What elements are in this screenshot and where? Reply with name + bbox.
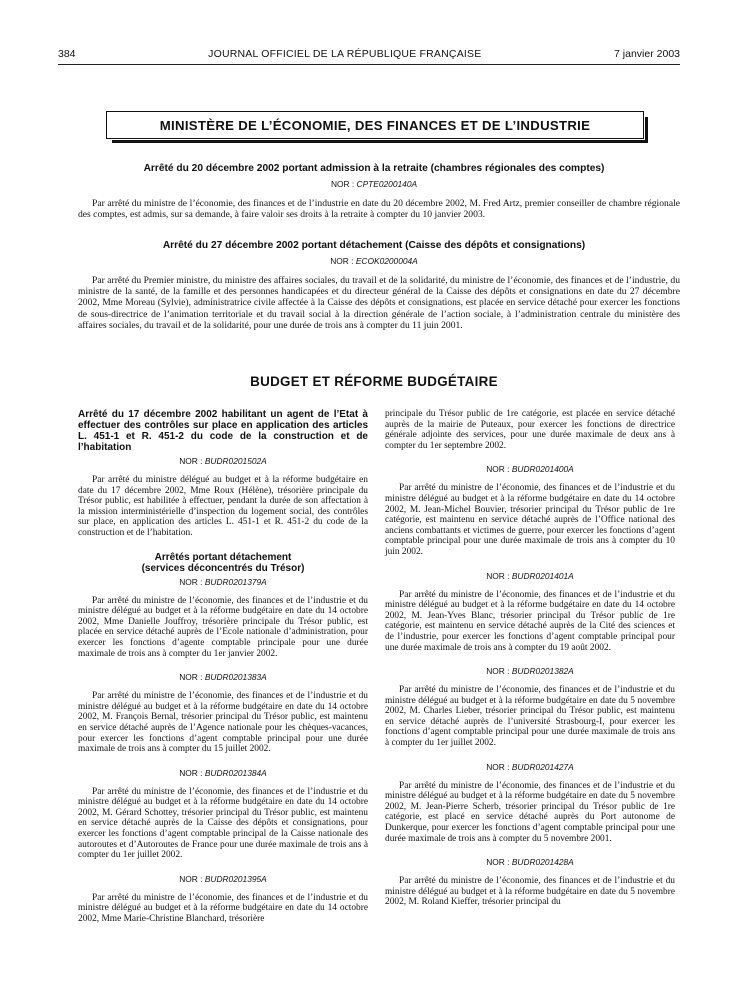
nor-code: BUDR0201502A	[204, 456, 267, 466]
publication-date: 7 janvier 2003	[614, 48, 680, 60]
right-nor-5	[385, 857, 675, 867]
detachement-nor-2	[78, 672, 368, 682]
journal-title: JOURNAL OFFICIEL DE LA RÉPUBLIQUE FRANÇAISE	[208, 48, 482, 60]
detachement-text-4: Par arrêté du ministre de l’économie, des finances et de l’industrie et du ministre délégué au budget et à la réforme budgétaire en date du 14 octobre 2002, Mme Marie-Christine Blanchard, trésorière	[78, 892, 368, 925]
nor-label: NOR :	[179, 767, 205, 778]
arrete-detachement-cdc-nor	[60, 256, 688, 266]
section-title-budget: BUDGET ET RÉFORME BUDGÉTAIRE	[250, 374, 498, 389]
arrete-detachement-cdc-text: Par arrêté du Premier ministre, du ministre des affaires sociales, du travail et de la solidarité, du ministre de l’économie, des finances et de l’industrie, du ministre de la santé, de la famille et des personnes handicapées et du directeur général de la Caisse des dépôts et consignations en date du 27 décembre 2002, Mme Moreau (Sylvie), administratrice civile affectée à la Caisse des dépôts et consignations, est placée en service détaché pour exercer les fonctions de sous-directrice de l’animation territoriale et du travail social à la direction générale de l’action sociale, à l’administration centrale du ministère des affaires sociales, du travail et de la solidarité, pour une durée de trois ans à compter du 11 juin 2001.	[78, 275, 680, 331]
detachement-heading	[78, 552, 368, 574]
nor-code: BUDR0201383A	[204, 672, 267, 683]
nor-label: NOR :	[486, 666, 512, 677]
right-text-3: Par arrêté du ministre de l’économie, des finances et de l’industrie et du ministre délégué au budget et à la réforme budgétaire en date du 5 novembre 2002, M. Charles Lieber, trésorier principal du Trésor public, est maintenu en service détaché auprès de l’université Strasbourg-I, pour exercer les fonctions d’agent comptable principal pour une durée maximale de trois ans à compter du 1er juillet 2002.	[385, 685, 675, 749]
nor-label: NOR :	[179, 576, 205, 587]
arrete-retraite-nor	[60, 179, 688, 189]
nor-code: BUDR0201401A	[511, 570, 574, 581]
nor-label: NOR :	[179, 873, 205, 884]
nor-label: NOR :	[330, 256, 356, 266]
ministry-heading-text: MINISTÈRE DE L’ÉCONOMIE, DES FINANCES ET DE L’INDUSTRIE	[159, 117, 591, 133]
arrete-retraite-title: Arrêté du 20 décembre 2002 portant admission à la retraite (chambres régionales des comptes)	[143, 163, 605, 174]
arrete-detachement-cdc-title: Arrêté du 27 décembre 2002 portant détachement (Caisse des dépôts et consignations)	[162, 240, 586, 251]
detachement-nor-1	[78, 577, 368, 587]
detachement-text-1: Par arrêté du ministre de l’économie, des finances et de l’industrie et du ministre délégué au budget et à la réforme budgétaire en date du 14 octobre 2002, Mme Danielle Jouffroy, trésorière principale du Trésor public, est placée en service détaché auprès de l’Ecole nationale d’administration, pour exercer les fonctions d’agente comptable principale pour une durée maximale de trois ans à compter du 1er janvier 2002.	[78, 595, 368, 659]
arrete-habilitation-text: Par arrêté du ministre délégué au budget et à la réforme budgétaire en date du 17 décembre 2002, Mme Roux (Hélène), trésorière principale du Trésor public, est habilitée à effectuer, pendant la durée de son affectation à la mission interministérielle d’inspection du logement social, des contrôles sur place, en application des articles L. 451-1 et R. 451-2 du code de la construction et de l’habitation.	[78, 475, 368, 538]
nor-label: NOR :	[486, 464, 512, 475]
nor-label: NOR :	[330, 179, 357, 189]
right-nor-1	[385, 464, 675, 474]
arrete-habilitation-title: Arrêté du 17 décembre 2002 habilitant un agent de l’Etat à effectuer des contrôles sur place en application des articles L. 451-1 et R. 451-2 du code de la construction et de l’habitation	[78, 409, 368, 453]
right-text-2: Par arrêté du ministre de l’économie, des finances et de l’industrie et du ministre délégué au budget et à la réforme budgétaire en date du 14 octobre 2002, M. Jean-Yves Blanc, trésorier principal du Trésor public de 1re catégorie, est maintenu en service détaché auprès de la Cité des sciences et de l’industrie, pour exercer les fonctions d’agent comptable principal pour une durée maximale de trois ans à compter du 19 août 2002.	[385, 589, 675, 653]
nor-code: BUDR0201400A	[511, 464, 574, 475]
right-nor-2	[385, 571, 675, 581]
detachement-heading-line1: Arrêtés portant détachement	[154, 551, 292, 563]
right-text-1: Par arrêté du ministre de l’économie, des finances et de l’industrie et du ministre délégué au budget et à la réforme budgétaire en date du 14 octobre 2002, M. Jean-Michel Bouvier, trésorier principal du Trésor public de 1re catégorie, est maintenu en service détaché auprès de l’Office national des anciens combattants et victimes de guerre, pour exercer les fonctions d’agent comptable principal pour une durée maximale de trois ans à compter du 10 juin 2002.	[385, 483, 675, 557]
nor-code: BUDR0201379A	[204, 576, 267, 587]
page-header	[58, 48, 680, 65]
detachement-text-3: Par arrêté du ministre de l’économie, des finances et de l’industrie et du ministre délégué au budget et à la réforme budgétaire en date du 14 octobre 2002, M. Gérard Schottey, trésorier principal du Trésor public, est maintenu en service détaché auprès de la Caisse des dépôts et consignations, pour exercer les fonctions d’agent comptable principal de la Caisse nationale des autoroutes et d’Autoroutes de France pour une durée maximale de trois ans à compter du 1er juillet 2002.	[78, 786, 368, 861]
nor-code: BUDR0201382A	[511, 666, 574, 677]
nor-code: BUDR0201384A	[204, 767, 267, 778]
left-column	[78, 409, 368, 938]
nor-code: BUDR0201427A	[511, 761, 574, 772]
detachement-text-2: Par arrêté du ministre de l’économie, des finances et de l’industrie et du ministre délégué au budget et à la réforme budgétaire en date du 14 octobre 2002, M. François Bernal, trésorier principal du Trésor public, est maintenu en service détaché auprès de l’Agence nationale pour les chèques-vacances, pour exercer les fonctions d’agent comptable principal pour une durée maximale de trois ans à compter du 15 juillet 2002.	[78, 691, 368, 755]
right-text-4: Par arrêté du ministre de l’économie, des finances et de l’industrie et du ministre délégué au budget et à la réforme budgétaire en date du 5 novembre 2002, M. Jean-Pierre Scherb, trésorier principal du Trésor public de 1re catégorie, est placé en service détaché auprès du Port autonome de Dunkerque, pour exercer les fonctions d’agent comptable principal pour une durée maximale de trois ans à compter du 5 novembre 2001.	[385, 780, 675, 844]
right-column	[385, 409, 675, 921]
ministry-heading	[106, 111, 644, 139]
detachement-nor-3	[78, 768, 368, 778]
detachement-heading-line2: (services déconcentrés du Trésor)	[141, 562, 305, 574]
nor-label: NOR :	[179, 672, 205, 683]
nor-code: ECOK0200004A	[355, 256, 418, 266]
arrete-retraite-text: Par arrêté du ministre de l’économie, des finances et de l’industrie en date du 20 décembre 2002, M. Fred Artz, premier conseiller de chambre régionale des comptes, est admis, sur sa demande, à faire valoir ses droits à la retraite à compter du 10 janvier 2003.	[78, 198, 680, 221]
page-number: 384	[58, 48, 76, 60]
nor-label: NOR :	[486, 857, 512, 868]
right-nor-3	[385, 666, 675, 676]
nor-code: CPTE0200140A	[356, 179, 418, 189]
right-text-5: Par arrêté du ministre de l’économie, des finances et de l’industrie et du ministre délégué au budget et à la réforme budgétaire en date du 5 novembre 2002, M. Roland Kieffer, trésorier principal du	[385, 876, 675, 908]
nor-code: BUDR0201428A	[511, 857, 574, 868]
continuation-text: principale du Trésor public de 1re catégorie, est placée en service détaché auprès de la mairie de Puteaux, pour exercer les fonctions de directrice générale adjointe des services, pour une durée maximale de deux ans à compter du 1er septembre 2002.	[385, 409, 675, 451]
nor-label: NOR :	[179, 456, 205, 466]
arrete-habilitation-nor	[78, 456, 368, 466]
nor-code: BUDR0201395A	[204, 873, 267, 884]
detachement-nor-4	[78, 874, 368, 884]
nor-label: NOR :	[486, 761, 512, 772]
right-nor-4	[385, 762, 675, 772]
nor-label: NOR :	[486, 570, 512, 581]
